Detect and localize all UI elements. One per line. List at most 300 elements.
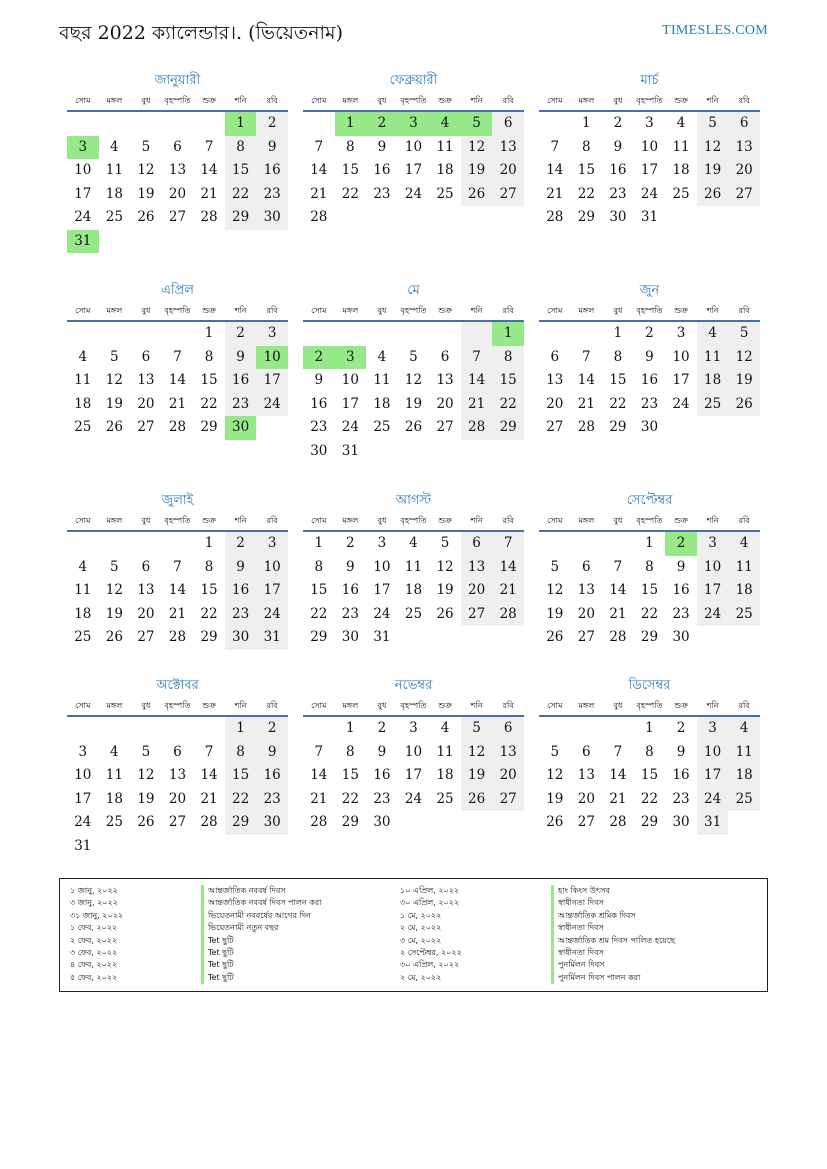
weekday-label: মঙ্গল (578, 516, 595, 525)
day-cell: 22 (225, 183, 257, 207)
day-cell: 19 (105, 605, 123, 622)
day-cell: 18 (697, 369, 729, 393)
weekday-label: বুধ (377, 516, 387, 525)
day-cell: 1 (346, 720, 355, 736)
day-cell: 1 (204, 325, 214, 341)
weekday-header (67, 697, 288, 717)
day-cell: 2 (225, 532, 257, 556)
day-cell: 29 (225, 811, 257, 835)
day-cell: 5 (461, 717, 493, 741)
day-cell: 9 (314, 372, 324, 388)
day-cell: 13 (461, 556, 493, 580)
weekday-label: শনি (234, 306, 247, 315)
weekday-label: মঙ্গল (106, 701, 123, 710)
day-cell: 11 (373, 372, 391, 388)
weekday-label: সোম (311, 516, 327, 525)
day-cell: 27 (436, 419, 454, 435)
holiday-name: ভিয়েতনামী নববর্ষের আগের দিন (201, 910, 322, 922)
day-cell: 28 (492, 603, 524, 627)
weekday-header (67, 92, 288, 112)
weekday-label: বৃহস্পতি (400, 96, 427, 105)
day-cell: 31 (697, 811, 729, 835)
day-cell: 31 (74, 837, 92, 854)
day-cell: 3 (377, 535, 387, 551)
day-cell: 7 (613, 743, 623, 760)
day-cell: 21 (310, 790, 328, 807)
day-cell: 6 (492, 112, 524, 136)
day-cell: 28 (609, 629, 627, 645)
day-cell: 10 (74, 767, 92, 783)
day-cell: 10 (697, 556, 729, 580)
day-cell: 7 (492, 532, 524, 556)
month-name: জুলাই (161, 493, 194, 508)
day-cell: 15 (225, 764, 257, 788)
holiday-list (59, 878, 768, 992)
weekday-label: রবি (738, 306, 750, 315)
day-cell: 29 (609, 419, 627, 435)
empty-day-cell (429, 322, 461, 346)
day-cell: 13 (546, 372, 564, 388)
empty-day-cell (571, 717, 603, 741)
day-cell: 31 (373, 629, 391, 645)
day-cell: 2 (346, 535, 355, 551)
weekday-label: মঙ্গল (342, 701, 359, 710)
day-cell: 27 (492, 183, 524, 207)
holiday-name: আন্তর্জাতিক শ্রমিক দিবস (551, 910, 675, 922)
day-cell: 12 (697, 136, 729, 160)
day-cell: 10 (256, 346, 288, 370)
empty-day-cell (539, 717, 571, 741)
holiday-date: ২ সেপ্টেম্বর, ২০২২ (400, 947, 462, 957)
weekday-label: রবি (738, 516, 750, 525)
day-cell: 14 (609, 582, 627, 598)
day-cell: 15 (492, 369, 524, 393)
day-cell: 20 (436, 395, 454, 412)
day-cell: 2 (645, 325, 654, 341)
day-cell: 8 (204, 348, 214, 365)
day-cell: 16 (672, 582, 690, 598)
day-cell: 30 (373, 814, 391, 830)
day-cell: 15 (609, 372, 627, 388)
day-cell: 10 (373, 558, 391, 575)
day-cell: 12 (137, 767, 155, 783)
day-cell: 23 (373, 790, 391, 807)
day-cell: 6 (582, 743, 591, 760)
day-cell: 8 (225, 136, 257, 160)
brand-logo-text[interactable]: TIMESLES.COM (662, 23, 768, 38)
weekday-header (303, 697, 524, 717)
day-cell: 5 (141, 743, 151, 760)
day-cell: 9 (256, 741, 288, 765)
day-cell: 29 (640, 814, 659, 830)
day-cell: 4 (697, 322, 729, 346)
day-cell: 23 (225, 603, 257, 627)
empty-day-cell (67, 717, 99, 741)
day-cell: 29 (492, 416, 524, 440)
day-cell: 11 (436, 138, 454, 155)
day-cell: 5 (728, 322, 760, 346)
holiday-names-column-1 (201, 885, 322, 984)
day-cell: 6 (173, 743, 182, 760)
day-cell: 24 (341, 419, 359, 435)
holiday-name: স্বাধীনতা দিবস (551, 897, 675, 909)
day-cell: 24 (672, 395, 690, 412)
weekday-label: বুধ (613, 306, 623, 315)
day-cell: 4 (429, 112, 461, 136)
weekday-label: রবি (738, 701, 750, 710)
day-cell: 23 (640, 395, 659, 412)
day-cell: 4 (676, 115, 686, 131)
weekday-label: রবি (502, 516, 514, 525)
day-cell: 13 (577, 582, 595, 598)
weekday-label: মঙ্গল (106, 306, 123, 315)
day-cell: 12 (461, 741, 493, 765)
day-cell: 4 (78, 558, 88, 575)
weekday-label: বুধ (613, 701, 623, 710)
day-cell: 1 (314, 535, 324, 551)
day-cell: 17 (74, 185, 92, 202)
empty-day-cell (602, 717, 634, 741)
day-cell: 1 (645, 720, 654, 736)
day-cell: 6 (728, 112, 760, 136)
day-cell: 25 (373, 419, 391, 435)
weekday-header (539, 92, 760, 112)
day-cell: 24 (404, 790, 423, 807)
day-cell: 5 (550, 743, 560, 760)
day-grid (67, 717, 288, 858)
day-cell: 7 (613, 558, 623, 575)
day-cell: 4 (440, 720, 450, 736)
day-cell: 7 (314, 743, 324, 760)
day-cell: 4 (409, 535, 418, 551)
day-cell: 9 (676, 743, 686, 760)
day-cell: 4 (110, 743, 119, 760)
day-cell: 5 (440, 535, 450, 551)
day-cell: 19 (461, 764, 493, 788)
day-cell: 20 (577, 605, 595, 622)
day-cell: 20 (492, 764, 524, 788)
weekday-label: শুক্র (202, 516, 216, 525)
weekday-label: রবি (266, 516, 278, 525)
day-cell: 6 (492, 717, 524, 741)
weekday-label: শনি (706, 96, 719, 105)
day-cell: 26 (436, 605, 454, 622)
day-cell: 28 (310, 209, 328, 225)
day-cell: 26 (137, 209, 155, 225)
weekday-label: শুক্র (202, 306, 216, 315)
day-cell: 14 (168, 582, 187, 598)
weekday-label: শুক্র (438, 96, 452, 105)
empty-day-cell (99, 717, 131, 741)
empty-day-cell (130, 717, 162, 741)
day-cell: 18 (728, 579, 760, 603)
day-cell: 24 (404, 185, 423, 202)
day-cell: 3 (697, 532, 729, 556)
holiday-name: স্বাধীনতা দিবস (551, 947, 675, 959)
day-cell: 19 (728, 369, 760, 393)
day-cell: 9 (225, 556, 257, 580)
weekday-label: বৃহস্পতি (164, 306, 191, 315)
day-cell: 8 (314, 558, 324, 575)
day-cell: 11 (728, 741, 760, 765)
weekday-label: সোম (75, 701, 91, 710)
day-cell: 23 (256, 788, 288, 812)
weekday-label: রবি (266, 96, 278, 105)
day-cell: 29 (200, 419, 218, 435)
day-cell: 21 (609, 790, 627, 807)
weekday-label: মঙ্গল (342, 516, 359, 525)
day-grid (303, 717, 524, 835)
day-cell: 13 (728, 136, 760, 160)
empty-day-cell (162, 112, 194, 136)
weekday-label: রবি (502, 96, 514, 105)
weekday-label: বৃহস্পতি (164, 516, 191, 525)
day-cell: 21 (310, 185, 328, 202)
day-cell: 24 (256, 393, 288, 417)
weekday-label: বুধ (141, 516, 151, 525)
empty-day-cell (130, 112, 162, 136)
month-block (67, 490, 288, 650)
day-cell: 21 (609, 605, 627, 622)
day-cell: 10 (256, 556, 288, 580)
day-cell: 25 (105, 209, 123, 225)
day-cell: 7 (173, 558, 182, 575)
day-cell: 3 (335, 346, 367, 370)
day-cell: 11 (105, 162, 123, 178)
weekday-label: বৃহস্পতি (400, 516, 427, 525)
day-cell: 14 (546, 162, 564, 178)
day-cell: 10 (697, 741, 729, 765)
day-cell: 23 (373, 185, 391, 202)
holiday-dates-column-1 (70, 885, 123, 984)
day-cell: 13 (492, 136, 524, 160)
empty-day-cell (602, 532, 634, 556)
day-cell: 5 (141, 138, 151, 155)
day-cell: 13 (168, 767, 187, 783)
month-name: জুন (639, 283, 660, 298)
day-cell: 4 (728, 717, 760, 741)
month-block (539, 70, 760, 230)
day-cell: 6 (141, 558, 151, 575)
day-cell: 27 (168, 209, 187, 225)
day-cell: 27 (492, 788, 524, 812)
holiday-date: ৩ ফেব, ২০২২ (70, 947, 118, 957)
weekday-label: বুধ (613, 516, 623, 525)
day-cell: 5 (409, 348, 418, 365)
day-cell: 15 (640, 767, 659, 783)
day-cell: 16 (256, 159, 288, 183)
weekday-label: বৃহস্পতি (636, 306, 663, 315)
day-cell: 30 (640, 419, 659, 435)
weekday-label: সোম (311, 306, 327, 315)
day-cell: 27 (137, 419, 155, 435)
day-cell: 21 (461, 393, 493, 417)
day-cell: 21 (200, 790, 218, 807)
holiday-name: হাং কিংস উৎসব (551, 885, 675, 897)
day-cell: 29 (640, 629, 659, 645)
day-cell: 12 (546, 582, 564, 598)
weekday-label: সোম (547, 306, 563, 315)
day-cell: 17 (640, 162, 659, 178)
weekday-header (539, 512, 760, 532)
holiday-date: ২ মে, ২০২২ (400, 972, 442, 982)
day-cell: 10 (672, 348, 690, 365)
day-cell: 14 (310, 767, 328, 783)
weekday-label: মঙ্গল (578, 701, 595, 710)
day-cell: 2 (303, 346, 335, 370)
day-cell: 21 (168, 605, 187, 622)
day-cell: 26 (105, 419, 123, 435)
weekday-label: বৃহস্পতি (164, 96, 191, 105)
day-cell: 2 (256, 112, 288, 136)
day-cell: 21 (546, 185, 564, 202)
day-cell: 7 (314, 138, 324, 155)
weekday-header (303, 92, 524, 112)
holiday-names-column-2 (551, 885, 675, 984)
day-cell: 30 (225, 626, 257, 650)
empty-day-cell (303, 717, 335, 741)
holiday-date: ১ মে, ২০২২ (400, 910, 442, 920)
day-cell: 7 (204, 743, 214, 760)
day-cell: 20 (168, 185, 187, 202)
day-cell: 30 (310, 442, 328, 459)
day-cell: 17 (373, 582, 391, 598)
day-cell: 1 (613, 325, 623, 341)
weekday-label: সোম (75, 96, 91, 105)
day-cell: 11 (697, 346, 729, 370)
day-cell: 19 (436, 582, 454, 598)
weekday-label: শুক্র (674, 306, 688, 315)
empty-day-cell (366, 322, 398, 346)
weekday-header (67, 512, 288, 532)
holiday-name: Tet ছুটি (201, 935, 322, 947)
day-cell: 12 (137, 162, 155, 178)
day-cell: 13 (137, 582, 155, 598)
weekday-label: সোম (547, 516, 563, 525)
empty-day-cell (67, 532, 99, 556)
holiday-date: ২ মে, ২০২২ (400, 923, 442, 933)
day-cell: 2 (225, 322, 257, 346)
day-cell: 27 (137, 629, 155, 645)
day-cell: 18 (672, 162, 690, 178)
day-cell: 30 (672, 814, 690, 830)
day-cell: 27 (728, 183, 760, 207)
day-cell: 5 (550, 558, 560, 575)
day-cell: 20 (168, 790, 187, 807)
holiday-date: ১ জানু, ২০২২ (70, 886, 118, 895)
month-block (303, 280, 524, 463)
weekday-label: মঙ্গল (106, 516, 123, 525)
day-cell: 19 (404, 395, 423, 412)
day-cell: 6 (440, 348, 450, 365)
day-cell: 21 (577, 395, 595, 412)
month-name: নভেম্বর (394, 678, 433, 693)
day-cell: 24 (697, 603, 729, 627)
day-cell: 17 (74, 790, 92, 807)
day-cell: 18 (436, 767, 454, 783)
day-cell: 20 (577, 790, 595, 807)
weekday-label: বুধ (613, 96, 623, 105)
weekday-label: শুক্র (674, 516, 688, 525)
day-cell: 10 (404, 138, 423, 155)
day-grid (539, 322, 760, 440)
day-cell: 22 (640, 790, 659, 807)
day-cell: 1 (492, 322, 524, 346)
month-name: মার্চ (640, 73, 659, 88)
empty-day-cell (193, 112, 225, 136)
day-cell: 27 (168, 814, 187, 830)
empty-day-cell (539, 532, 571, 556)
day-cell: 23 (256, 183, 288, 207)
day-cell: 16 (609, 162, 627, 178)
empty-day-cell (398, 322, 430, 346)
day-grid (539, 532, 760, 650)
day-cell: 19 (137, 790, 155, 807)
day-cell: 1 (225, 112, 257, 136)
day-cell: 25 (728, 788, 760, 812)
day-cell: 3 (676, 325, 686, 341)
month-name: সেপ্টেম্বর (626, 493, 673, 508)
day-cell: 16 (640, 372, 659, 388)
day-cell: 14 (609, 767, 627, 783)
day-grid (539, 112, 760, 230)
day-cell: 16 (373, 767, 391, 783)
empty-day-cell (539, 322, 571, 346)
weekday-label: বৃহস্পতি (636, 516, 663, 525)
holiday-date: ৩০ এপ্রিল, ২০২২ (400, 960, 460, 970)
day-cell: 21 (200, 185, 218, 202)
day-cell: 18 (74, 605, 92, 622)
day-cell: 30 (256, 206, 288, 230)
month-block (67, 280, 288, 440)
page-title: বছর 2022 ক্যালেন্ডার।. (ভিয়েতনাম) (59, 22, 343, 44)
day-cell: 11 (436, 743, 454, 760)
weekday-label: মঙ্গল (578, 96, 595, 105)
day-cell: 30 (225, 416, 257, 440)
day-cell: 11 (74, 582, 92, 598)
day-cell: 18 (404, 582, 423, 598)
holiday-date: ৩ জানু, ২০২২ (70, 898, 118, 908)
day-cell: 10 (74, 162, 92, 178)
day-cell: 5 (110, 558, 119, 575)
day-cell: 19 (137, 185, 155, 202)
day-cell: 1 (204, 535, 214, 551)
day-cell: 13 (168, 162, 187, 178)
empty-day-cell (335, 322, 367, 346)
day-cell: 6 (550, 348, 560, 365)
day-cell: 28 (200, 814, 218, 830)
day-cell: 20 (492, 159, 524, 183)
day-cell: 8 (204, 558, 214, 575)
holiday-name: পুনর্মিলন দিবস পালন করা (551, 972, 675, 984)
day-cell: 2 (366, 112, 398, 136)
holiday-date: ২ ফেব, ২০২২ (70, 935, 118, 945)
weekday-label: শনি (470, 701, 483, 710)
month-name: মে (407, 283, 420, 298)
day-cell: 3 (67, 136, 99, 160)
weekday-header (303, 512, 524, 532)
day-cell: 16 (256, 764, 288, 788)
day-cell: 3 (256, 322, 288, 346)
day-cell: 24 (697, 788, 729, 812)
day-cell: 14 (492, 556, 524, 580)
empty-day-cell (303, 112, 335, 136)
day-cell: 26 (697, 183, 729, 207)
day-cell: 1 (225, 717, 257, 741)
month-block (539, 675, 760, 835)
day-cell: 3 (398, 112, 430, 136)
day-cell: 30 (609, 209, 627, 225)
